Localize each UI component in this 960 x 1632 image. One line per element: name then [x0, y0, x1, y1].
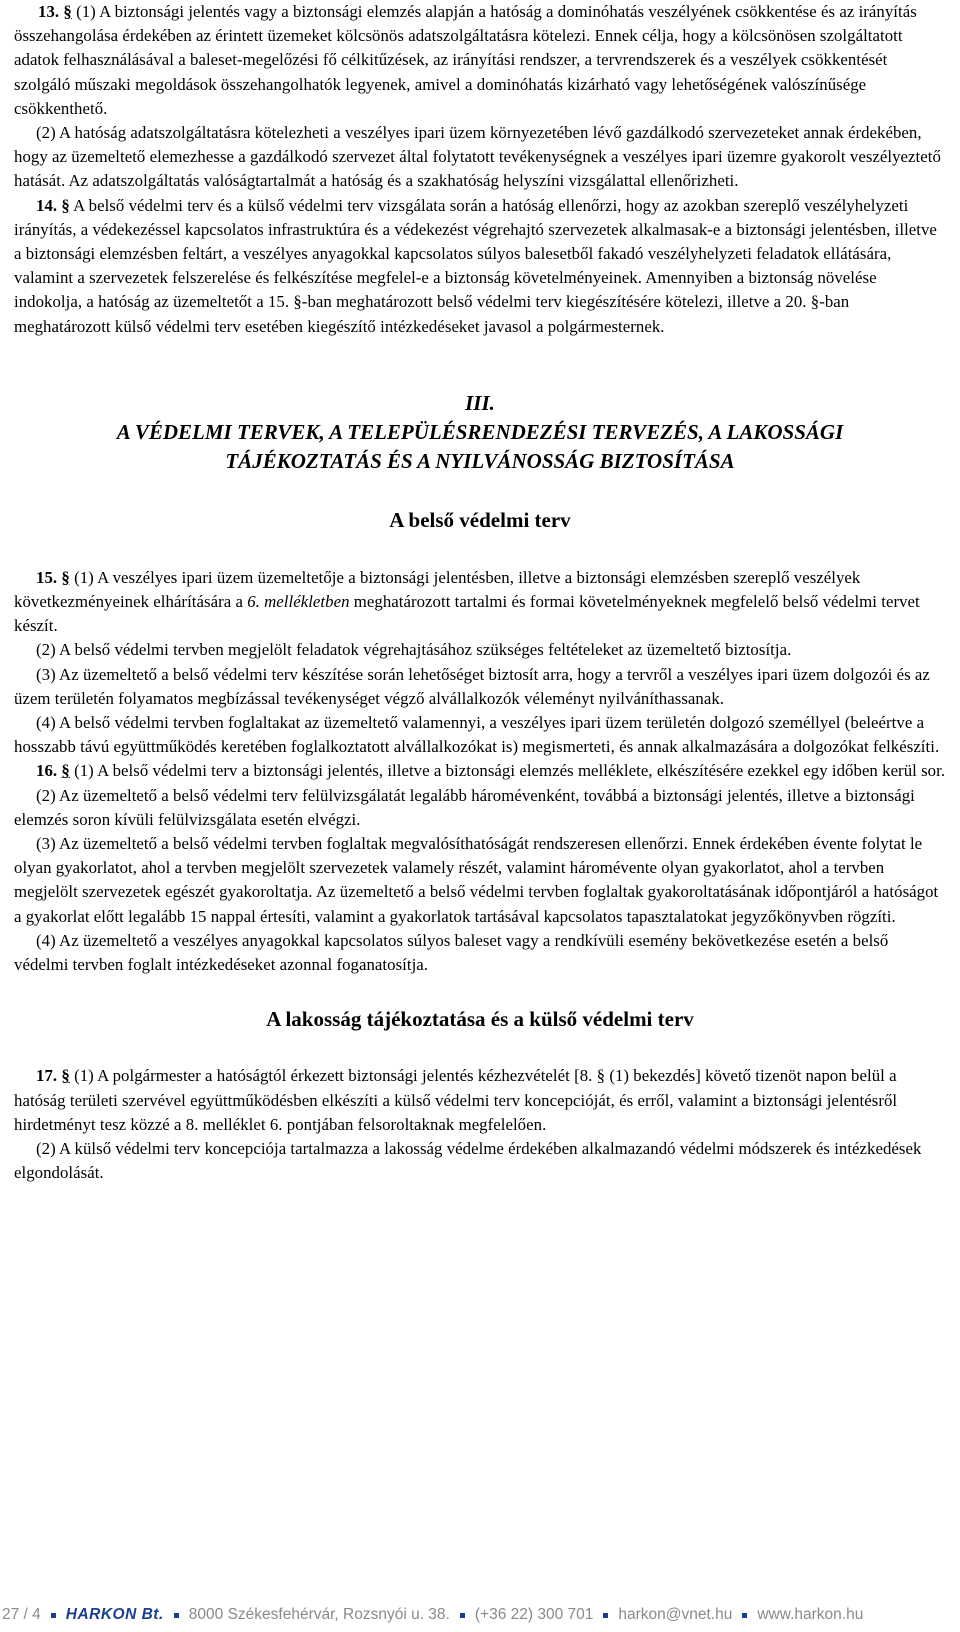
chapter-number: III.	[465, 390, 495, 415]
sec17-para2: (2) A külső védelmi terv koncepciója tartalmazza a lakosság védelme érdekében alkalmazandó védelmi módszerek és intézkedések elgondolását.	[14, 1138, 922, 1183]
chapter-title-line1: A VÉDELMI TERVEK, A TELEPÜLÉSRENDEZÉSI TERVEZÉS, A LAKOSSÁGI	[116, 419, 844, 444]
section-symbol: §	[63, 2, 72, 21]
sec13-number: 13.	[38, 2, 60, 21]
sec15-para1	[14, 566, 946, 639]
separator-square-icon	[51, 1613, 56, 1618]
chapter-title-line2: TÁJÉKOZTATÁS ÉS A NYILVÁNOSSÁG BIZTOSÍTÁSA	[225, 448, 735, 473]
sec15-number: 15.	[36, 567, 58, 587]
company-phone: (+36 22) 300 701	[474, 1606, 594, 1623]
section-symbol: §	[61, 567, 70, 587]
sec14-heading	[36, 196, 70, 215]
page-number: 27 / 4	[2, 1606, 41, 1623]
sec16-number: 16.	[36, 761, 58, 781]
section-symbol: §	[61, 761, 70, 781]
sec13-heading	[38, 2, 72, 21]
sec14-number: 14.	[36, 195, 58, 215]
page-footer	[0, 1598, 960, 1632]
sec15-text1a: (1) A veszélyes ipari üzem üzemeltetője a biztonsági jelentésben, illetve a biztonsági elemzésben szereplő veszélyek következményeinek elhárítására a	[14, 567, 861, 612]
company-email[interactable]: harkon@vnet.hu	[618, 1606, 733, 1623]
sec17-heading	[36, 1066, 70, 1085]
sec15-heading	[36, 568, 70, 587]
sec13-para2: (2) A hatóság adatszolgáltatásra kötelezheti a veszélyes ipari üzem környezetében lévő gazdálkodó szervezeteket annak érdekében, hogy az üzemeltető elemezhesse a gazdálkodó szervezet által folytatott tevékenységnek a veszélyes ipari üzemre gyakorolt veszélyeztető hatását. Az adatszolgáltatás valóságtartalmát a hatóság és a szakhatóság helyszíni vizsgálattal ellenőrizheti.	[14, 123, 941, 191]
sec15-text1b: meghatározott tartalmi és formai követelményeknek megfelelő belső védelmi tervet készít.	[14, 592, 920, 636]
sec17-number: 17.	[36, 1066, 58, 1086]
company-address: 8000 Székesfehérvár, Rozsnyói u. 38.	[188, 1606, 450, 1623]
sec17-text1: (1) A polgármester a hatóságtól érkezett biztonsági jelentés kézhezvételét [8. § (1) bekezdés] követő tizenöt napon belül a hatóság területi szervével együttműködésben elkészíti a külső védelmi terv koncepcióját, és erről, valamint a biztonsági jelentésről hirdetményt tesz közzé a 8. melléklet 6. pontjában felsoroltaknak megfelelően.	[14, 1066, 898, 1134]
separator-square-icon	[460, 1613, 465, 1618]
sec16-para3: (3) Az üzemeltető a belső védelmi tervben foglaltak megvalósíthatóságát rendszeresen ellenőrzi. Ennek érdekében évente folytat le olyan gyakorlatot, ahol a tervben megjelölt szervezetek valamely részét, valamint háromévente olyan gyakorlatot, ahol a tervben megjelölt szervezetek egészét gyakoroltatja. Az üzemeltető a belső védelmi tervben foglaltak gyakoroltatásának időpontjáról a hatóságot a gyakorlat előtt legalább 15 nappal értesíti, valamint a gyakorlatok tartásával kapcsolatos tapasztalatokat jegyzőkönyvben rögzíti.	[14, 834, 939, 926]
sec15-para3: (3) Az üzemeltető a belső védelmi terv készítése során lehetőséget biztosít arra, hogy a tervről a veszélyes ipari üzem dolgozói és az üzem területén folyamatos megbízással tevékenységet végző alvállalkozók véleményt nyilváníthassanak.	[14, 664, 930, 708]
sec13-text1: (1) A biztonsági jelentés vagy a biztonsági elemzés alapján a hatóság a dominóhatás veszélyének csökkentése és az irányítás összehangolása érdekében az érintett üzemeket kölcsönös adatszolgáltatásra kötelezi. Ennek célja, hogy a kölcsönösen szolgáltatott adatok felhasználásával a baleset-megelőzési fő célkitűzések, az irányítási rendszer, a tervrendszerek és a veszélyek csökkentését szolgáló műszaki megoldások összehangolhatók legyenek, amivel a dominóhatás kizárható vagy lehetőségének valószínűsége csökkenthető.	[14, 2, 917, 118]
sec13-para1	[14, 0, 946, 121]
section-symbol: §	[61, 1066, 70, 1086]
sec16-text1: (1) A belső védelmi terv a biztonsági jelentés, illetve a biztonsági elemzés melléklete, elkészítésére ezekkel egy időben kerül sor.	[69, 761, 946, 781]
sec14-text1: A belső védelmi terv és a külső védelmi terv vizsgálata során a hatóság ellenőrzi, hogy az azokban szereplő veszélyhelyzeti irányítás, a védekezéssel kapcsolatos infrastruktúra és a védekezést végrehajtó szervezetek alkalmasak-e a biztonsági jelentésben, illetve a biztonsági elemzésben feltárt, a veszélyes anyagokkal kapcsolatos súlyos balesetből fakadó veszélyhelyzeti feladatok ellátására, valamint a szervezetek felszerelése és felkészítése megfelel-e a biztonság követelményeinek. Amennyiben a biztonság növelése indokolja, a hatóság az üzemeltetőt a 15. §-ban meghatározott belső védelmi terv kiegészítésére kötelezi, illetve a 20. §-ban meghatározott külső védelmi terv esetében kiegészítő intézkedéseket javasol a polgármesternek.	[14, 195, 937, 336]
sec15-para4: (4) A belső védelmi tervben foglaltakat az üzemeltető valamennyi, a veszélyes ipari üzem területén dolgozó személlyel (beleértve a hosszabb távú együttműködés keretében foglalkoztatott alvállalkozókat is) megismerteti, és annak alkalmazására a dolgozókat felkészíti.	[14, 713, 940, 757]
separator-square-icon	[174, 1613, 179, 1618]
sec14-para1	[14, 194, 946, 339]
company-logo: HARKON Bt.	[65, 1606, 164, 1623]
subheading-internal-plan: A belső védelmi terv	[389, 507, 571, 532]
company-website[interactable]: www.harkon.hu	[757, 1606, 864, 1623]
annex-reference: 6. mellékletben	[247, 592, 350, 612]
section-symbol: §	[61, 195, 70, 215]
sec16-heading	[36, 761, 70, 780]
document-page	[14, 0, 946, 1185]
sec16-para1	[14, 759, 946, 783]
sec15-para2: (2) A belső védelmi tervben megjelölt feladatok végrehajtásához szükséges feltételeket az üzemeltető biztosítja.	[36, 640, 792, 660]
sec16-para2: (2) Az üzemeltető a belső védelmi terv felülvizsgálatát legalább háromévenként, továbbá a biztonsági jelentés, illetve a biztonsági elemzés soron kívüli felülvizsgálata esetén elvégzi.	[14, 785, 915, 829]
separator-square-icon	[603, 1613, 608, 1618]
sec16-para4: (4) Az üzemeltető a veszélyes anyagokkal kapcsolatos súlyos baleset vagy a rendkívüli esemény bekövetkezése esetén a belső védelmi tervben foglalt intézkedéseket azonnal foganatosítja.	[14, 930, 889, 975]
separator-square-icon	[742, 1613, 747, 1618]
subheading-public-info: A lakosság tájékoztatása és a külső védelmi terv	[266, 1007, 694, 1032]
sec17-para1	[14, 1064, 946, 1137]
